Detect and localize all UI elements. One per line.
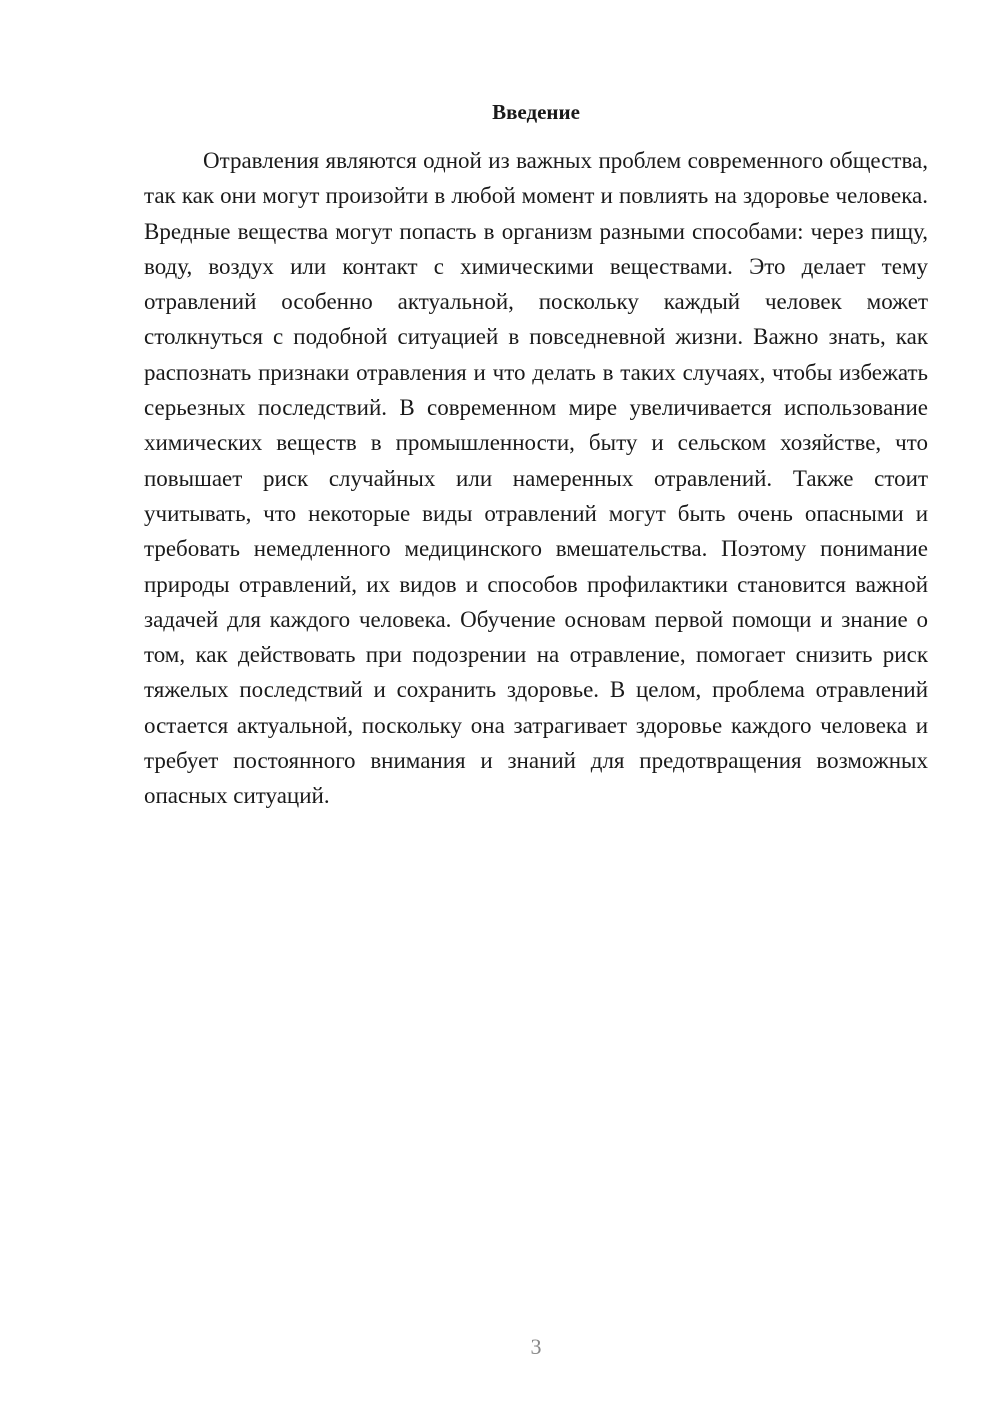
intro-paragraph: Отравления являются одной из важных проблем современного общества, так как они могут произойти в любой момент и повлиять на здоровье человека. Вредные вещества могут попасть в организм разными способами: через пищу, воду, воздух или контакт с химическими веществами. Это делает тему отравлений особенно актуальной, поскольку каждый человек может столкнуться с подобной ситуацией в повседневной жизни. Важно знать, как распознать признаки отравления и что делать в таких случаях, чтобы избежать серьезных последствий. В современном мире увеличивается использование химических веществ в промышленности, быту и сельском хозяйстве, что повышает риск случайных или намеренных отравлений. Также стоит учитывать, что некоторые виды отравлений могут быть очень опасными и требовать немедленного медицинского вмешательства. Поэтому понимание природы отравлений, их видов и способов профилактики становится важной задачей для каждого человека. Обучение основам первой помощи и знание о том, как действовать при подозрении на отравление, помогает снизить риск тяжелых последствий и сохранить здоровье. В целом, проблема отравлений остается актуальной, поскольку она затрагивает здоровье каждого человека и требует постоянного внимания и знаний для предотвращения возможных опасных ситуаций. <box>144 148 928 809</box>
page-number: 3 <box>530 1334 542 1359</box>
section-heading: Введение <box>492 100 580 124</box>
